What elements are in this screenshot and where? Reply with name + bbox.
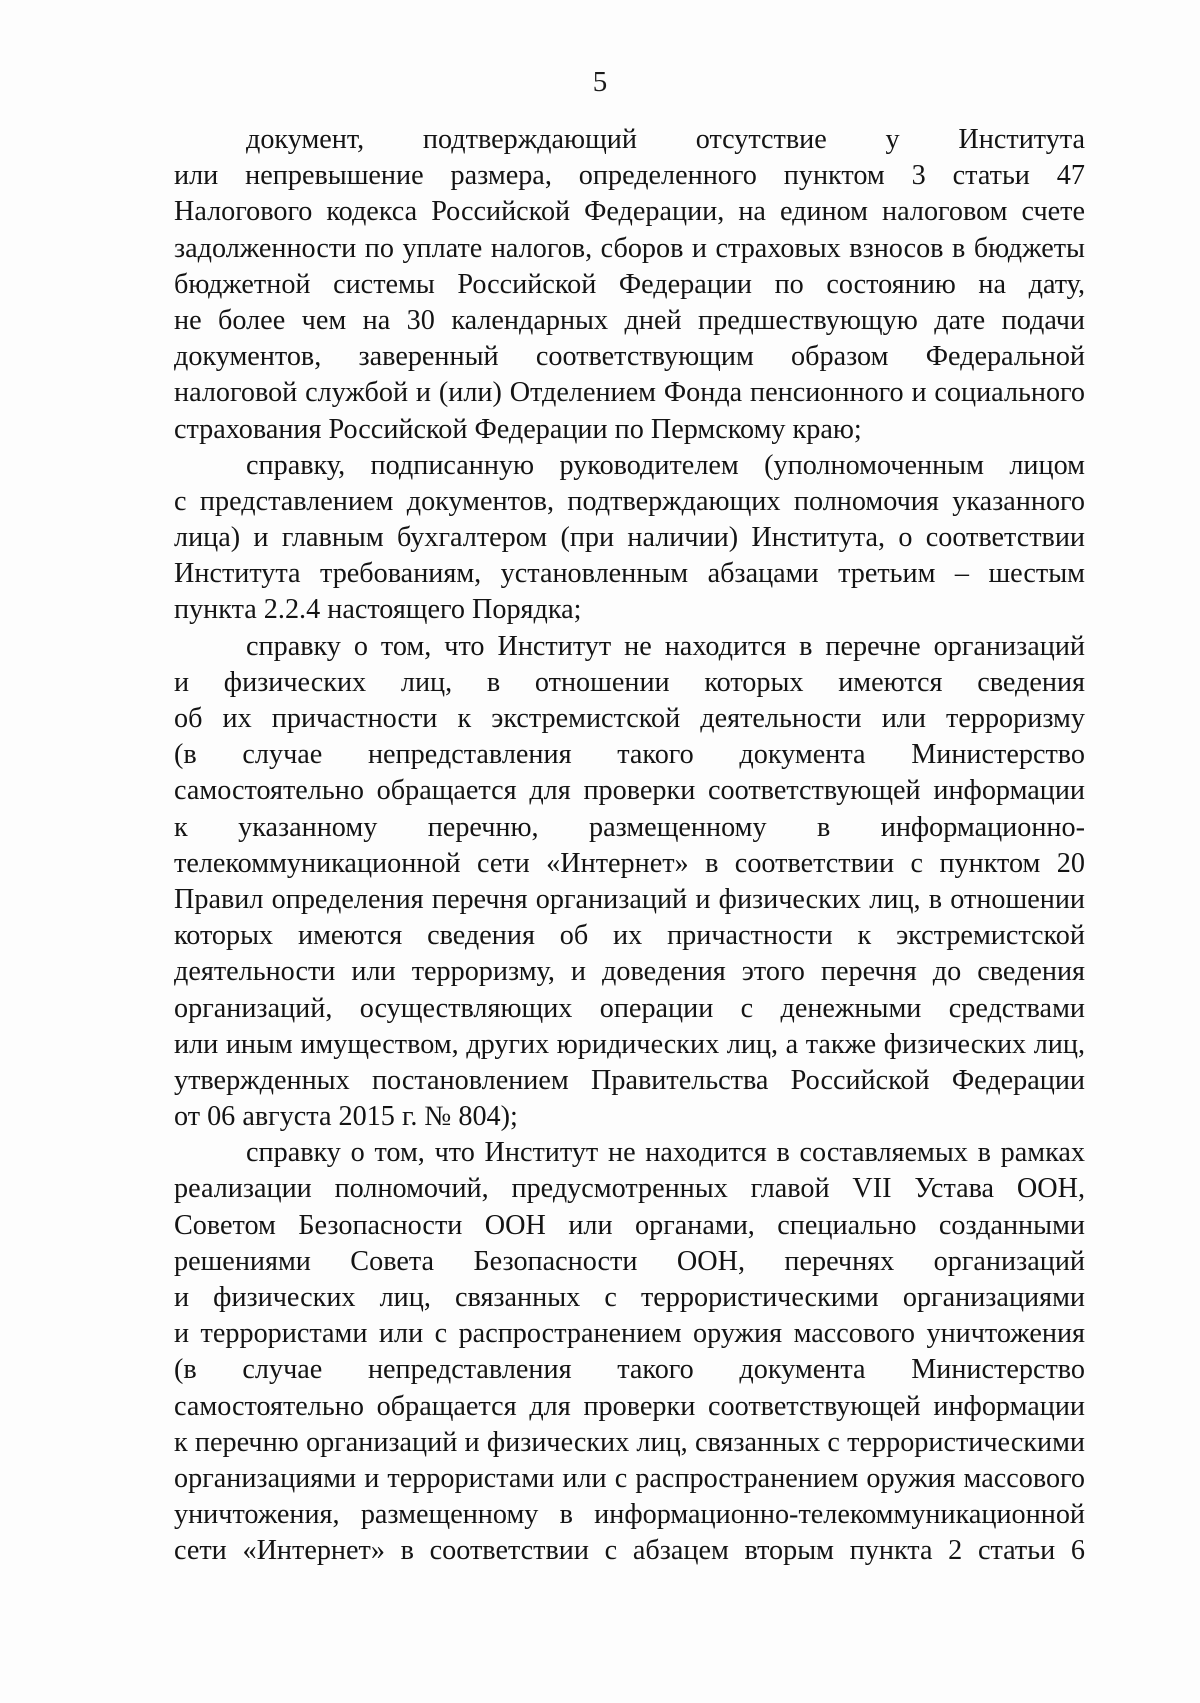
text-line: или непревышение размера, определенного пунктом 3 статьи 47 <box>174 160 1085 192</box>
text-line: не более чем на 30 календарных дней предшествующую дате подачи <box>174 304 1085 336</box>
text-line: задолженности по уплате налогов, сборов и страховых взносов в бюджеты <box>174 232 1085 264</box>
text-line: уничтожения, размещенному в информационно-телекоммуникационной <box>174 1499 1085 1531</box>
text-line: реализации полномочий, предусмотренных главой VII Устава ООН, <box>174 1173 1085 1205</box>
text-line: налоговой службой и (или) Отделением Фонда пенсионного и социального <box>174 377 1085 409</box>
text-line: телекоммуникационной сети «Интернет» в соответствии с пунктом 20 <box>174 847 1085 879</box>
text-line: самостоятельно обращается для проверки соответствующей информации <box>174 1390 1085 1422</box>
paragraph <box>174 448 1085 629</box>
text-line: сети «Интернет» в соответствии с абзацем вторым пункта 2 статьи 6 <box>174 1535 1085 1567</box>
text-line: документов, заверенный соответствующим образом Федеральной <box>174 341 1085 373</box>
text-line: документ, подтверждающий отсутствие у Института <box>246 124 1085 155</box>
text-line: справку о том, что Институт не находится в перечне организаций <box>246 630 1085 662</box>
text-line: бюджетной системы Российской Федерации по состоянию на дату, <box>174 268 1085 300</box>
page-number: 5 <box>592 66 608 98</box>
text-line: которых имеются сведения об их причастности к экстремистской <box>174 920 1085 952</box>
text-line: утвержденных постановлением Правительства Российской Федерации <box>174 1064 1085 1096</box>
text-line: Налогового кодекса Российской Федерации, на едином налоговом счете <box>174 196 1085 228</box>
text-line: справку, подписанную руководителем (уполномоченным лицом <box>246 449 1085 481</box>
paragraph <box>174 122 1085 448</box>
text-line: и физических лиц, связанных с террористическими организациями <box>174 1282 1085 1313</box>
text-line: лица) и главным бухгалтером (при наличии) Института, о соответствии <box>174 522 1085 554</box>
text-line: (в случае непредставления такого документа Министерство <box>174 1354 1085 1386</box>
text-line: деятельности или терроризму, и доведения этого перечня до сведения <box>174 956 1085 988</box>
text-line: решениями Совета Безопасности ООН, перечнях организаций <box>174 1245 1085 1277</box>
text-line: справку о том, что Институт не находится в составляемых в рамках <box>246 1137 1085 1169</box>
text-line: и физических лиц, в отношении которых имеются сведения <box>174 666 1085 698</box>
text-line: организациями и террористами или с распространением оружия массового <box>174 1462 1085 1494</box>
text-line: и террористами или с распространением оружия массового уничтожения <box>174 1318 1085 1350</box>
text-line: Института требованиям, установленным абзацами третьим – шестым <box>174 558 1085 590</box>
text-line: пункта 2.2.4 настоящего Порядка; <box>174 594 582 626</box>
text-line: с представлением документов, подтверждающих полномочия указанного <box>174 485 1085 517</box>
text-line: организаций, осуществляющих операции с денежными средствами <box>174 992 1085 1024</box>
text-line: об их причастности к экстремистской деятельности или терроризму <box>174 703 1085 734</box>
paragraph <box>174 1135 1085 1569</box>
text-line: Советом Безопасности ООН или органами, специально созданными <box>174 1209 1085 1241</box>
document-body <box>174 122 1085 1570</box>
text-line: Правил определения перечня организаций и физических лиц, в отношении <box>174 883 1085 915</box>
text-line: к перечню организаций и физических лиц, связанных с террористическими <box>174 1426 1085 1458</box>
paragraph <box>174 629 1085 1136</box>
text-line: к указанному перечню, размещенному в информационно- <box>174 811 1085 843</box>
text-line: самостоятельно обращается для проверки соответствующей информации <box>174 775 1085 807</box>
text-line: от 06 августа 2015 г. № 804); <box>174 1101 518 1133</box>
text-line: (в случае непредставления такого документа Министерство <box>174 739 1085 771</box>
text-line: или иным имуществом, других юридических лиц, а также физических лиц, <box>174 1028 1085 1060</box>
text-line: страхования Российской Федерации по Пермскому краю; <box>174 413 862 445</box>
